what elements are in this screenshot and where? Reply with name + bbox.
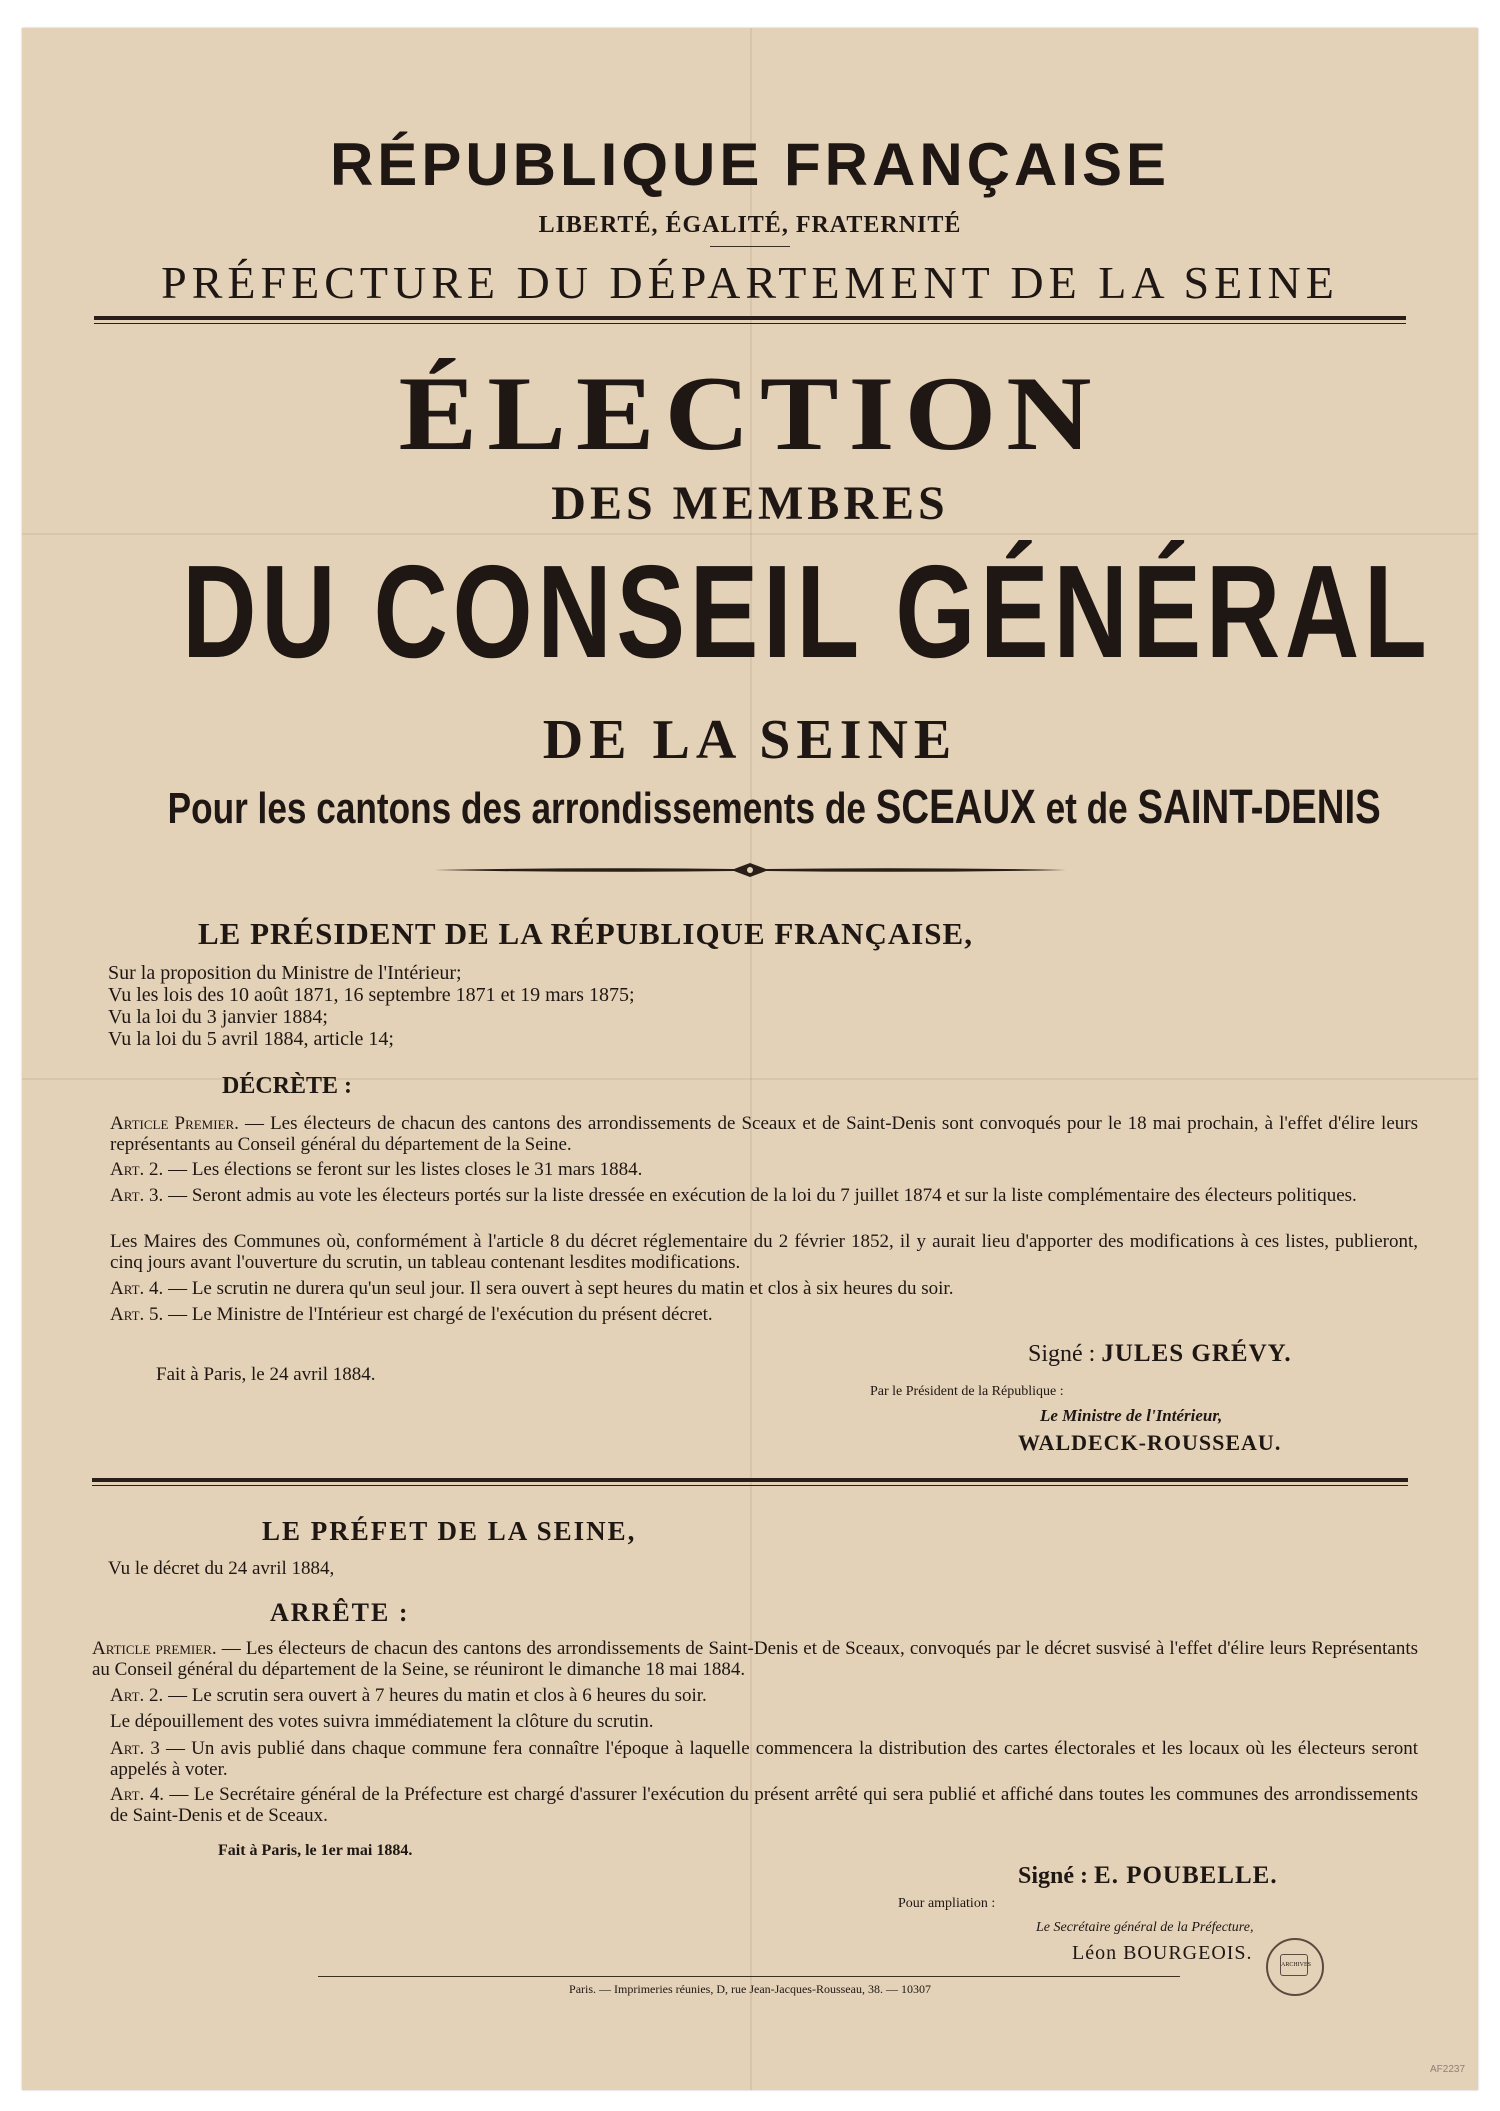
par-le-president: Par le Président de la République :: [870, 1384, 1064, 1399]
cantons-line: [167, 780, 1381, 835]
arrete-article: [110, 1784, 1418, 1826]
article-text: — Les élections se feront sur les listes closes le 31 mars 1884.: [163, 1159, 643, 1180]
article-label: Art. 4.: [110, 1278, 164, 1299]
election-title: ÉLECTION: [398, 354, 1102, 473]
printer-imprint: Paris. — Imprimeries réunies, D, rue Jean-Jacques-Rousseau, 38. — 10307: [569, 1982, 931, 1996]
article-label: Art. 2.: [110, 1159, 164, 1180]
republic-motto: LIBERTÉ, ÉGALITÉ, FRATERNITÉ: [538, 212, 962, 238]
article-text: Les Maires des Communes où, conformément à l'article 8 du décret réglementaire du 2 février 1852, il y aurait lieu d'apporter des modifications à ces listes, publieront, cinq jours avant l'ouverture du scrutin, un tableau contenant lesdites modifications.: [110, 1231, 1418, 1273]
signe-label: Signé :: [1028, 1341, 1102, 1367]
divider: [710, 246, 790, 247]
decree-article: [110, 1231, 1418, 1273]
stamp-text: ARCHIVES: [1280, 1954, 1308, 1976]
republic-heading: RÉPUBLIQUE FRANÇAISE: [329, 131, 1171, 198]
decree-article: [110, 1159, 1418, 1180]
divider: [94, 323, 1406, 324]
vu-decret: Vu le décret du 24 avril 1884,: [108, 1558, 335, 1579]
cantons-text: Pour les cantons des arrondissements de: [167, 784, 876, 833]
conseil-title: DU CONSEIL GÉNÉRAL: [182, 538, 1432, 685]
article-text: — Le Secrétaire général de la Préfecture est chargé d'assurer l'exécution du présent arrêté qui sera publié et affiché dans toutes les communes des arrondissements de Saint-Denis et de Sceaux.: [110, 1784, 1418, 1826]
article-text: — Le scrutin ne durera qu'un seul jour. Il sera ouvert à sept heures du matin et clos à six heures du soir.: [163, 1278, 954, 1299]
divider: [94, 316, 1406, 320]
divider: [92, 1485, 1408, 1486]
article-text: — Les électeurs de chacun des cantons des arrondissements de Sceaux et de Saint-Denis sont convoqués pour le 18 mai prochain, à l'effet d'élire leurs représentants au Conseil général du département de la Seine.: [110, 1113, 1418, 1155]
article-label: Art. 5.: [110, 1304, 164, 1325]
prefet-signature: [1018, 1862, 1278, 1890]
seine-subtitle: DE LA SEINE: [542, 709, 958, 771]
ornament-rule: [434, 860, 1066, 880]
arrete-article: [92, 1638, 1418, 1680]
decree-article: [110, 1185, 1418, 1206]
article-text: — Le scrutin sera ouvert à 7 heures du matin et clos à 6 heures du soir.: [163, 1685, 707, 1706]
article-label: Art. 4.: [110, 1784, 164, 1805]
article-text: — Un avis publié dans chaque commune fera connaître l'époque à laquelle commencera la distribution des cartes électorales et les locaux où les électeurs seront appelés à voter.: [110, 1738, 1418, 1780]
secretaire-name: Léon BOURGEOIS.: [1072, 1942, 1253, 1964]
ampliation-label: Pour ampliation :: [898, 1896, 996, 1911]
considerant-line: Sur la proposition du Ministre de l'Intérieur;: [108, 962, 462, 984]
arrete-article: [110, 1711, 1418, 1732]
president-signature: [1028, 1340, 1292, 1368]
arrete-article: [110, 1738, 1418, 1780]
arrete-article: [110, 1685, 1418, 1706]
fold-crease-vertical: [750, 28, 752, 2090]
article-label: Art. 3: [110, 1738, 160, 1759]
decree-article: [110, 1278, 1418, 1299]
article-label: Art. 3.: [110, 1185, 164, 1206]
archive-mark: AF2237: [1430, 2064, 1466, 2075]
article-label: Article premier.: [92, 1638, 217, 1659]
membres-subtitle: DES MEMBRES: [551, 477, 949, 530]
prefecture-heading: PRÉFECTURE DU DÉPARTEMENT DE LA SEINE: [161, 257, 1339, 308]
prefet-heading: LE PRÉFET DE LA SEINE,: [262, 1516, 637, 1546]
cantons-text: et de: [1035, 784, 1138, 833]
arrete-heading: ARRÊTE :: [270, 1598, 410, 1627]
decrete-heading: DÉCRÈTE :: [222, 1073, 353, 1099]
signe-label: Signé :: [1018, 1863, 1095, 1889]
article-text: — Les électeurs de chacun des cantons des arrondissements de Saint-Denis et de Sceaux, convoqués par le décret susvisé à l'effet d'élire leurs Représentants au Conseil général du département de la Seine, se réuniront le dimanche 18 mai 1884.: [92, 1638, 1418, 1680]
article-text: Le dépouillement des votes suivra immédiatement la clôture du scrutin.: [110, 1711, 654, 1732]
decree-article: [110, 1113, 1418, 1155]
considerant-line: Vu la loi du 5 avril 1884, article 14;: [108, 1028, 394, 1050]
secretaire-title: Le Secrétaire général de la Préfecture,: [1036, 1920, 1254, 1935]
decree-date: Fait à Paris, le 24 avril 1884.: [156, 1364, 376, 1385]
signatory-name: JULES GRÉVY.: [1101, 1340, 1292, 1367]
ministre-name: WALDECK-ROUSSEAU.: [1018, 1430, 1282, 1455]
signatory-name: E. POUBELLE.: [1094, 1862, 1278, 1889]
divider: [318, 1976, 1180, 1977]
ministre-title: Le Ministre de l'Intérieur,: [1040, 1406, 1223, 1425]
fold-crease-horizontal: [22, 533, 1478, 535]
president-heading: LE PRÉSIDENT DE LA RÉPUBLIQUE FRANÇAISE,: [198, 916, 973, 951]
considerant-line: Vu la loi du 3 janvier 1884;: [108, 1006, 328, 1028]
poster-sheet: [22, 28, 1478, 2090]
sceaux-text: SCEAUX: [875, 781, 1036, 834]
divider: [92, 1478, 1408, 1482]
saint-denis-text: SAINT-DENIS: [1137, 781, 1381, 834]
article-label: Article Premier.: [110, 1113, 239, 1134]
article-label: Art. 2.: [110, 1685, 164, 1706]
decree-article: [110, 1304, 1418, 1325]
article-text: — Le Ministre de l'Intérieur est chargé de l'exécution du présent décret.: [163, 1304, 713, 1325]
considerant-line: Vu les lois des 10 août 1871, 16 septembre 1871 et 19 mars 1875;: [108, 984, 635, 1006]
article-text: — Seront admis au vote les électeurs portés sur la liste dressée en exécution de la loi du 7 juillet 1874 et sur la liste complémentaire des électeurs politiques.: [163, 1185, 1357, 1206]
arrete-date: Fait à Paris, le 1er mai 1884.: [218, 1842, 413, 1859]
